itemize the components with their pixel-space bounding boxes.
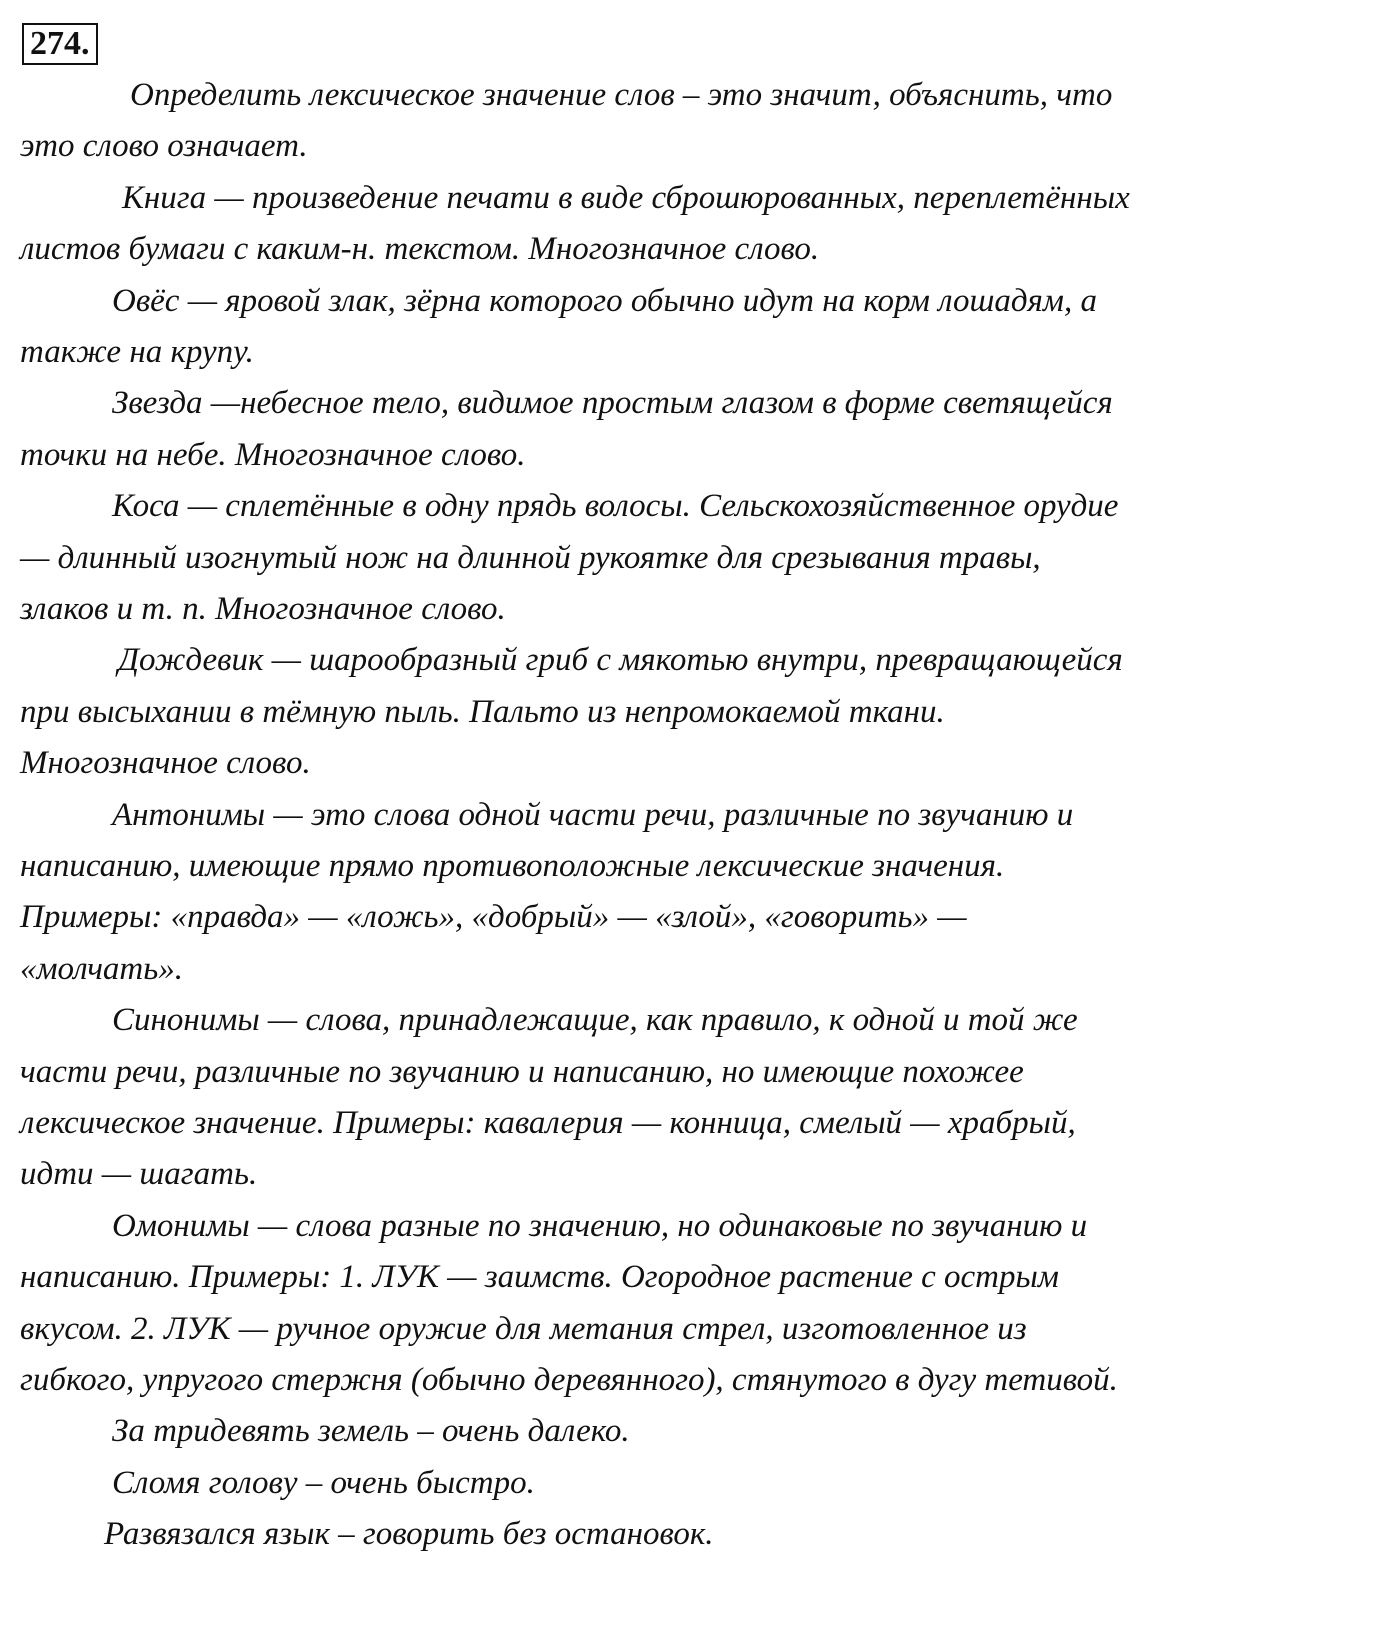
text-line: — длинный изогнутый нож на длинной рукоятке для срезывания травы, [20, 539, 1041, 576]
text-line: злаков и т. п. Многозначное слово. [20, 590, 506, 627]
text-line: Примеры: «правда» — «ложь», «добрый» — «злой», «говорить» — [20, 899, 967, 936]
text-line: Коса — сплетённые в одну прядь волосы. Сельскохозяйственное орудие [112, 488, 1119, 525]
paragraph [20, 173, 1380, 276]
text-line: написанию. Примеры: 1. ЛУК — заимств. Огородное растение с острым [20, 1259, 1059, 1296]
paragraph [20, 481, 1380, 635]
text-line: листов бумаги с каким-н. текстом. Многозначное слово. [20, 231, 820, 268]
paragraph [20, 1458, 1380, 1509]
paragraph [20, 276, 1380, 379]
text-line: Синонимы — слова, принадлежащие, как правило, к одной и той же [112, 1002, 1078, 1039]
paragraph [20, 1509, 1380, 1560]
paragraph [20, 790, 1380, 996]
text-line: при высыхании в тёмную пыль. Пальто из непромокаемой ткани. [20, 693, 945, 730]
paragraph [20, 1201, 1380, 1407]
text-line: «молчать». [20, 950, 184, 987]
text-line: Звезда —небесное тело, видимое простым глазом в форме светящейся [112, 385, 1113, 422]
text-line: Определить лексическое значение слов – это значит, объяснить, что [130, 77, 1113, 113]
exercise-number: 274. [22, 23, 98, 65]
text-line: Дождевик — шарообразный гриб с мякотью внутри, превращающейся [118, 642, 1123, 679]
text-line: части речи, различные по звучанию и написанию, но имеющие похожее [20, 1053, 1024, 1090]
text-line: также на крупу. [20, 333, 254, 370]
text-line: Омонимы — слова разные по значению, но одинаковые по звучанию и [112, 1207, 1088, 1244]
text-line: Сломя голову – очень быстро. [112, 1464, 535, 1501]
paragraph [20, 1406, 1380, 1457]
text-line: Антонимы — это слова одной части речи, различные по звучанию и [112, 796, 1074, 833]
text-line: точки на небе. Многозначное слово. [20, 436, 526, 473]
text-line: Развязался язык – говорить без остановок. [104, 1516, 714, 1553]
paragraph [20, 378, 1380, 481]
paragraph [20, 635, 1380, 789]
text-line: гибкого, упругого стержня (обычно деревянного), стянутого в дугу тетивой. [20, 1361, 1118, 1398]
text-line: Книга — произведение печати в виде сброшюрованных, переплетённых [122, 179, 1130, 216]
text-line: написанию, имеющие прямо противоположные лексические значения. [20, 847, 1005, 884]
text-line: За тридевять земель – очень далеко. [112, 1413, 630, 1450]
text-line: Овёс — яровой злак, зёрна которого обычно идут на корм лошадям, а [112, 282, 1097, 319]
text-line: Многозначное слово. [20, 745, 311, 782]
text-line: идти — шагать. [20, 1156, 258, 1193]
text-line: вкусом. 2. ЛУК — ручное оружие для метания стрел, изготовленное из [20, 1310, 1027, 1347]
paragraph [20, 995, 1380, 1201]
paragraph [20, 70, 1380, 173]
text-line: это слово означает. [20, 128, 308, 165]
text-line: лексическое значение. Примеры: кавалерия — конница, смелый — храбрый, [20, 1104, 1076, 1141]
